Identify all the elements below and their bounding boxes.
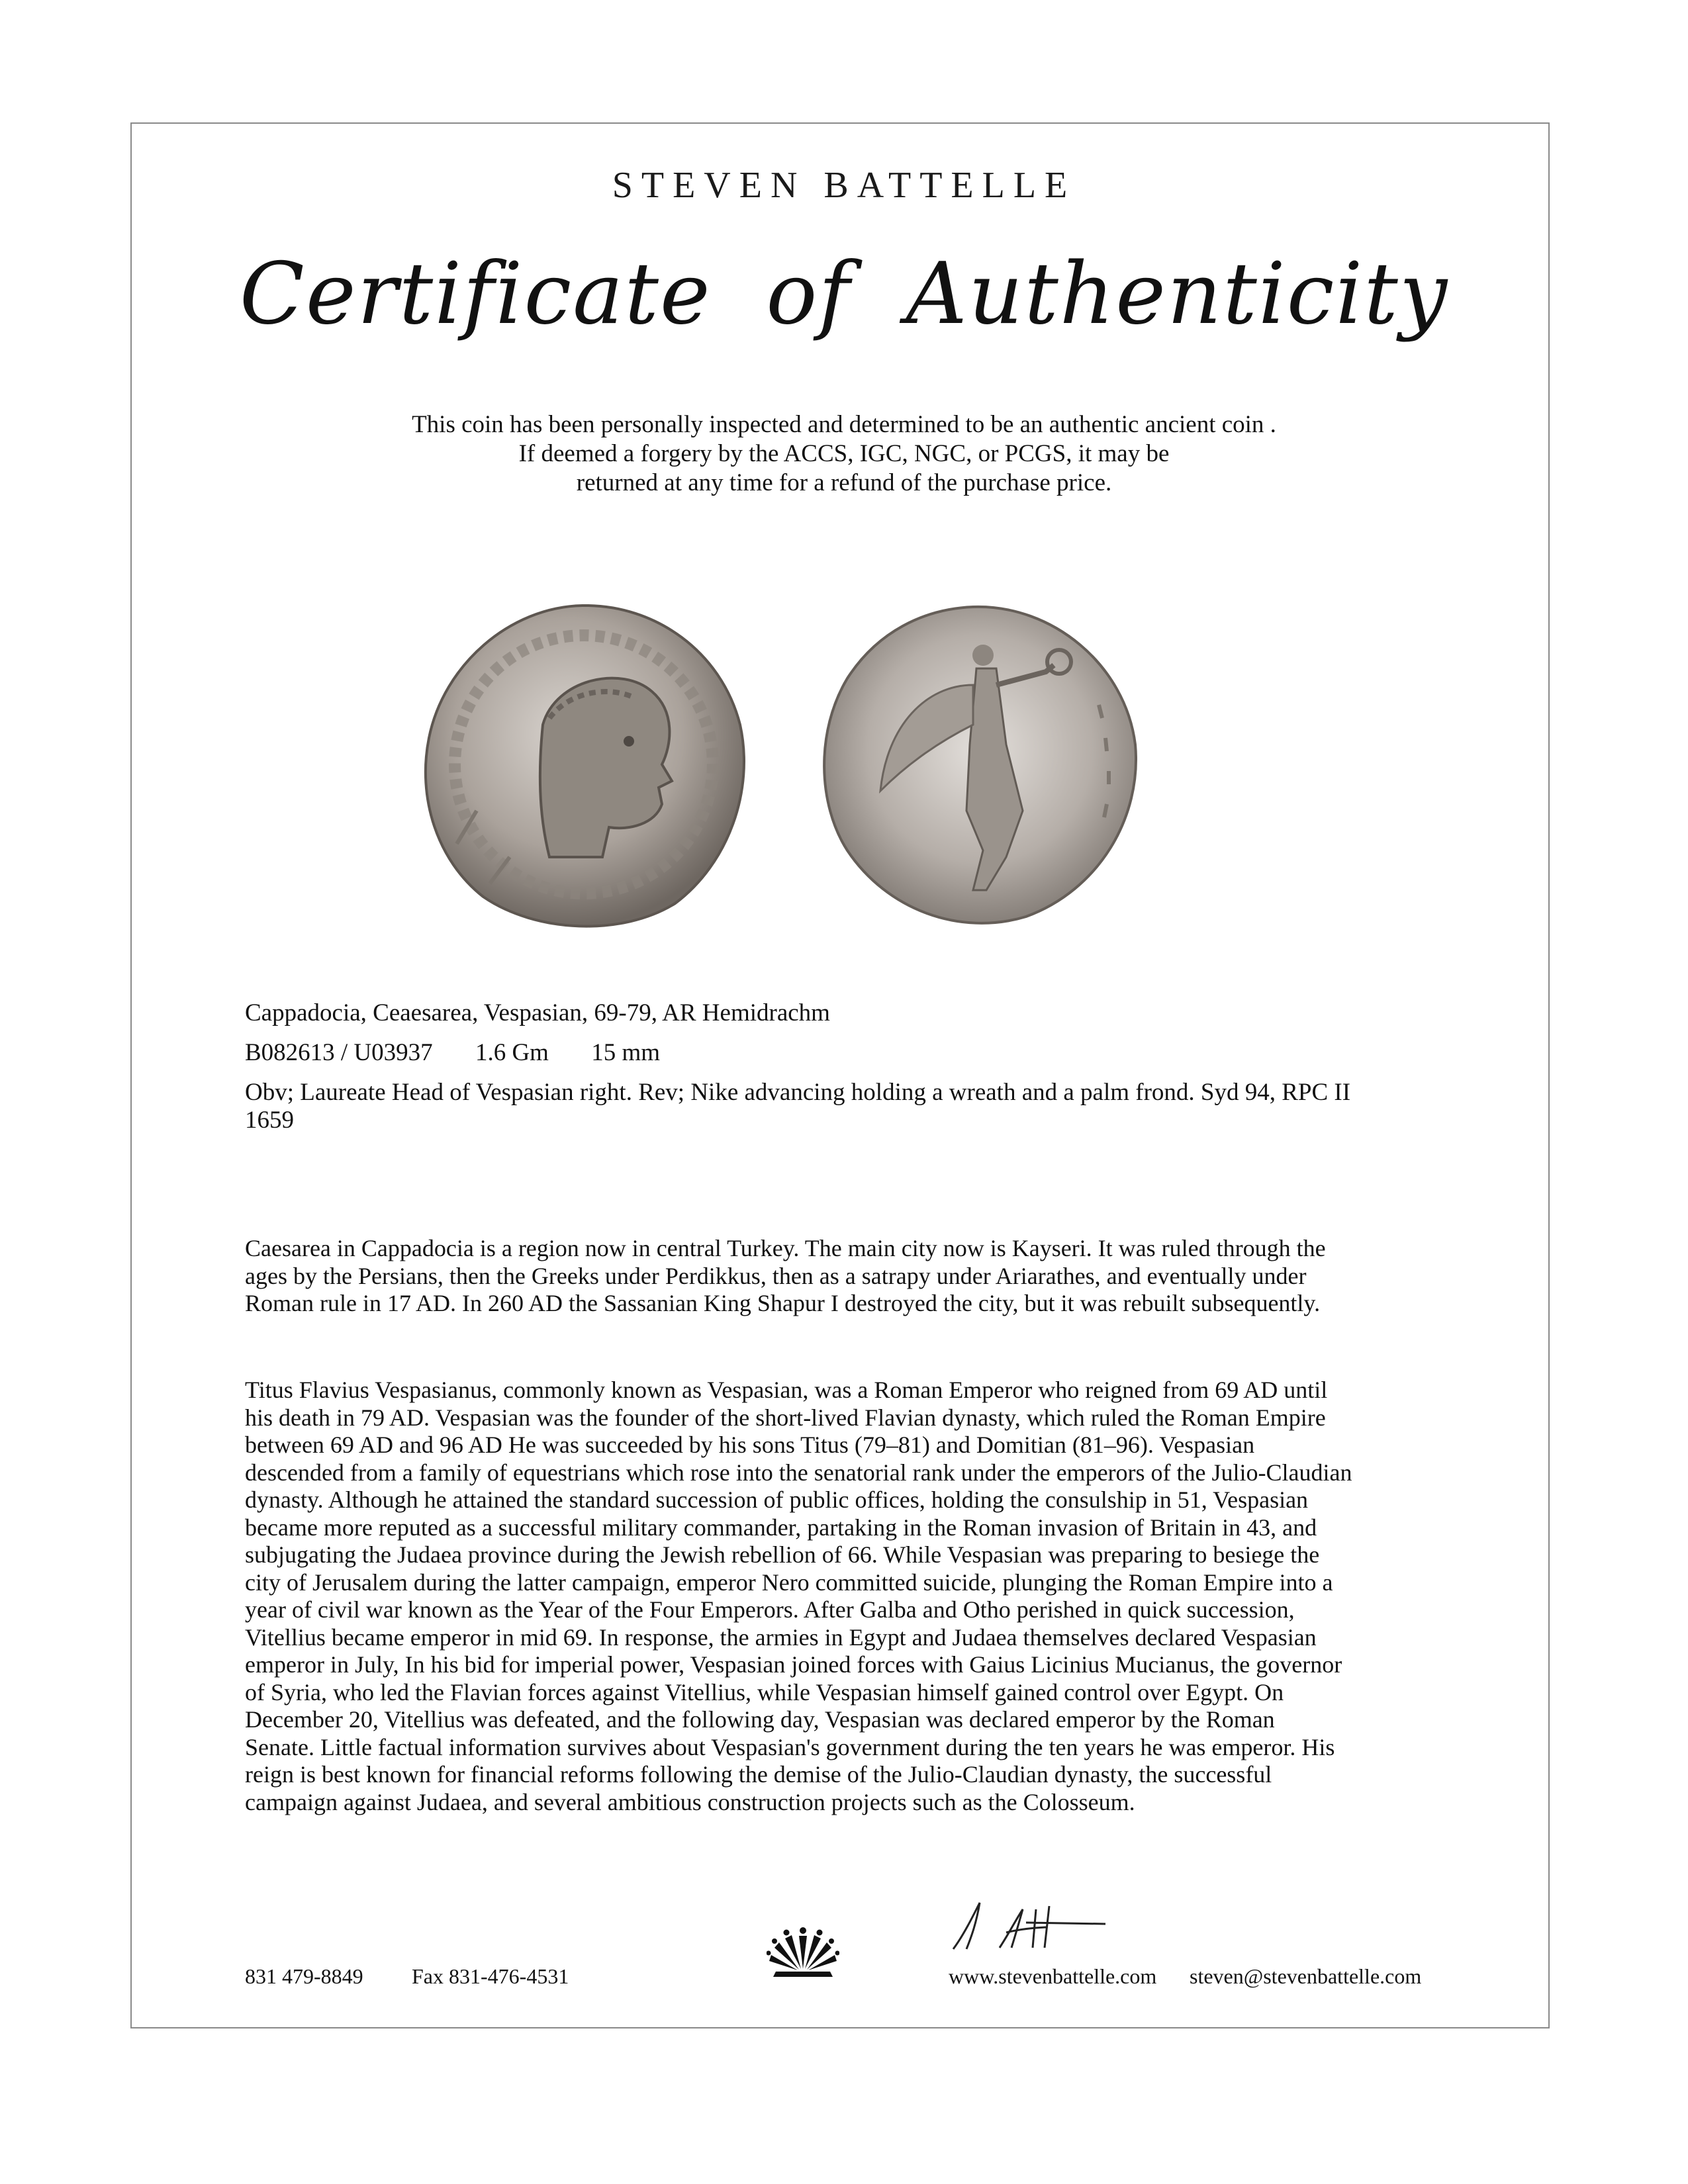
coin-weight: 1.6 Gm [475,1039,549,1066]
paragraph-line: Caesarea in Cappadocia is a region now in central Turkey. The main city now is Kayseri. It was ruled through the [245,1235,1326,1261]
coin-reverse-icon [808,592,1152,936]
coin-title: Cappadocia, Ceaesarea, Vespasian, 69-79, AR Hemidrachm [245,999,830,1026]
coin-description: Obv; Laureate Head of Vespasian right. Rev; Nike advancing holding a wreath and a palm frond. Syd 94, RPC II 1659 [245,1079,1351,1134]
paragraph-line: Roman rule in 17 AD. In 260 AD the Sassanian King Shapur I destroyed the city, but it was rebuilt subsequently. [245,1290,1321,1316]
paragraph-line: Vitellius became emperor in mid 69. In response, the armies in Egypt and Judaea themselves declared Vespasian [245,1623,1317,1651]
paragraph-line: campaign against Judaea, and several ambitious construction projects such as the Colosseum. [245,1788,1135,1815]
guarantee-line: This coin has been personally inspected and determined to be an authentic ancient coin . [412,411,1276,438]
history-paragraph-caesarea [245,1235,1456,1318]
paragraph-line: ages by the Persians, then the Greeks under Perdikkus, then as a satrapy under Ariarathes, and eventually under [245,1262,1307,1289]
guarantee-line: returned at any time for a refund of the purchase price. [576,469,1112,496]
paragraph-line: descended from a family of equestrians which rose into the senatorial rank under the emperors of the Julio-Claudian [245,1459,1352,1486]
paragraph-line: dynasty. Although he attained the standard succession of public offices, holding the consulship in 51, Vespasian [245,1486,1309,1513]
paragraph-line: reign is best known for financial reforms following the demise of the Julio-Claudian dynasty, the successful [245,1761,1272,1788]
paragraph-line: Titus Flavius Vespasianus, commonly known as Vespasian, was a Roman Emperor who reigned from 69 AD until [245,1377,1328,1403]
guarantee-statement [0,410,1688,498]
sunburst-logo-icon [767,1923,839,1982]
paragraph-line: city of Jerusalem during the latter campaign, emperor Nero committed suicide, plunging the Roman Empire into a [245,1569,1333,1596]
history-paragraph-vespasian [245,1377,1456,1816]
guarantee-line: If deemed a forgery by the ACCS, IGC, NGC, or PCGS, it may be [518,440,1170,467]
paragraph-line: year of civil war known as the Year of the Four Emperors. After Galba and Otho perished in quick succession, [245,1596,1295,1623]
paragraph-line: December 20, Vitellius was defeated, and the following day, Vespasian was declared emperor by the Roman [245,1706,1275,1733]
paragraph-line: Senate. Little factual information survives about Vespasian's government during the ten years he was emperor. His [245,1733,1335,1760]
footer-fax: Fax 831-476-4531 [412,1964,569,1988]
coin-specs [245,1039,1436,1067]
paragraph-line: subjugating the Judaea province during the Jewish rebellion of 66. While Vespasian was preparing to besiege the [245,1541,1320,1568]
paragraph-line: emperor in July, In his bid for imperial power, Vespasian joined forces with Gaius Licinius Mucianus, the governor [245,1651,1342,1678]
coin-obverse-icon [410,592,755,936]
brand-name: STEVEN BATTELLE [612,165,1076,206]
coin-size: 15 mm [591,1039,660,1066]
paragraph-line: between 69 AD and 96 AD He was succeeded by his sons Titus (79–81) and Domitian (81–96). Vespasian [245,1432,1255,1458]
footer-phone: 831 479-8849 [245,1964,363,1988]
signature-icon [940,1896,1112,1956]
certificate-title: Certificate of Authenticity [239,245,1449,343]
coin-images [410,592,1231,936]
footer-email-link[interactable]: steven@stevenbattelle.com [1190,1964,1422,1988]
paragraph-line: became more reputed as a successful military commander, partaking in the Roman invasion of Britain in 43, and [245,1514,1317,1541]
paragraph-line: his death in 79 AD. Vespasian was the founder of the short-lived Flavian dynasty, which ruled the Roman Empire [245,1404,1326,1431]
paragraph-line: of Syria, who led the Flavian forces against Vitellius, while Vespasian himself gained control over Egypt. On [245,1678,1284,1706]
footer-website-link[interactable]: www.stevenbattelle.com [949,1964,1157,1988]
inventory-code: B082613 / U03937 [245,1039,433,1066]
